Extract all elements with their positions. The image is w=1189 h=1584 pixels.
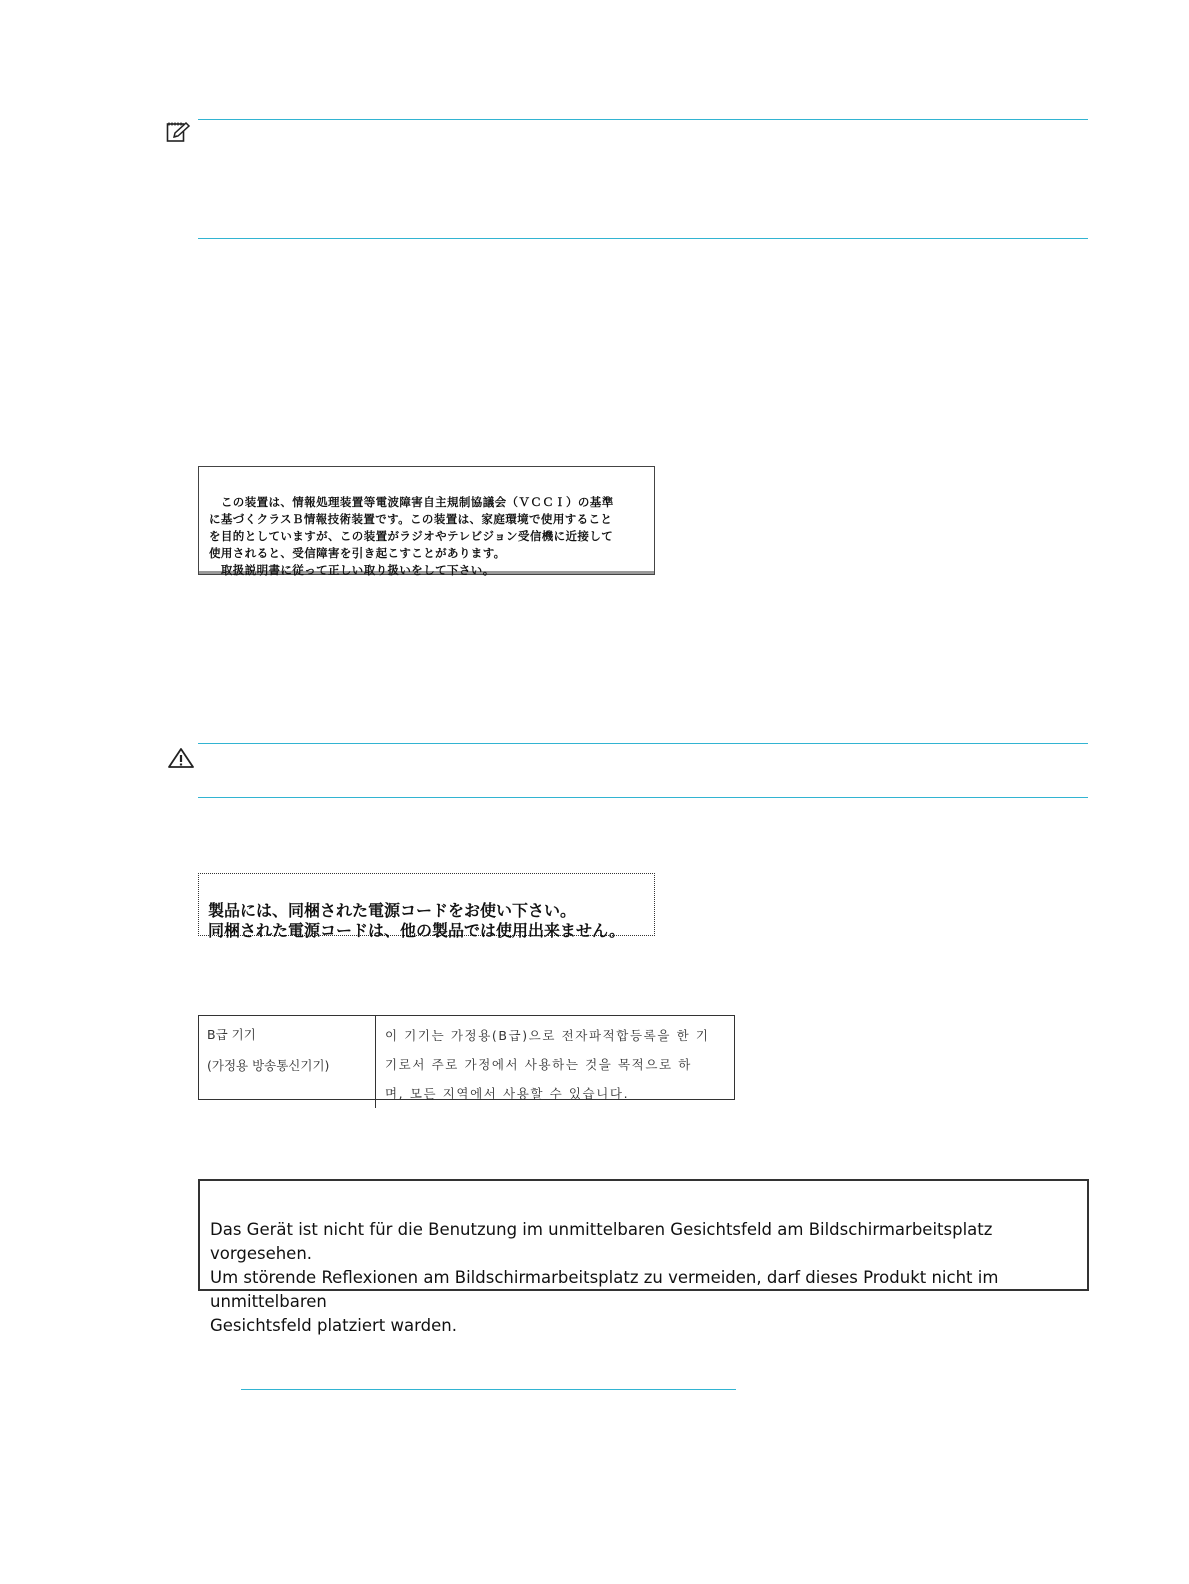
korea-notice-box bbox=[198, 1015, 735, 1100]
vcci-notice-box bbox=[198, 466, 655, 575]
note-top-rule bbox=[198, 119, 1088, 120]
vcci-notice-text: この装置は、情報処理装置等電波障害自主規制協議会（ＶＣＣＩ）の基準 に基づくクラスＢ情報技術装置です。この装置は、家庭環境で使用すること を目的としていますが、この装置がラジオやテレビジョン受信機に近接して 使用されると、受信障害を引き起こすことがあります。 取扱説明書に従って正しい取り扱いをして下さい。 bbox=[209, 495, 614, 577]
power-cord-notice-box bbox=[198, 873, 655, 940]
germany-notice-text: Das Gerät ist nicht für die Benutzung im unmittelbaren Gesichtsfeld am Bildschirmarbeitsplatz vorgesehen. Um störende Reflexionen am Bildschirmarbeitsplatz zu vermeiden, darf dieses Produkt nicht im unmittelbaren Gesichtsfeld platziert warden. bbox=[210, 1220, 999, 1335]
korea-description-cell bbox=[376, 1016, 735, 1108]
korea-class-sublabel: (가정용 방송통신기기) bbox=[207, 1058, 330, 1073]
korea-class-label: B급 기기 bbox=[207, 1027, 256, 1042]
caution-icon bbox=[167, 747, 195, 769]
caution-top-rule bbox=[198, 743, 1088, 744]
korea-class-cell bbox=[199, 1016, 376, 1108]
korea-description-line: 기로서 주로 가정에서 사용하는 것을 목적으로 하 bbox=[385, 1057, 692, 1072]
footnote-rule bbox=[241, 1389, 736, 1390]
caution-bottom-rule bbox=[198, 797, 1088, 798]
germany-notice-box bbox=[198, 1179, 1089, 1335]
note-icon bbox=[166, 121, 192, 143]
power-cord-notice-text: 製品には、同梱された電源コードをお使い下さい。 同梱された電源コードは、他の製品では使用出来ません。 bbox=[208, 901, 625, 940]
korea-description-line: 며, 모든 지역에서 사용할 수 있습니다. bbox=[385, 1086, 630, 1101]
korea-notice-table bbox=[199, 1016, 734, 1108]
note-bottom-rule bbox=[198, 238, 1088, 239]
korea-description-line: 이 기기는 가정용(B급)으로 전자파적합등록을 한 기 bbox=[385, 1028, 710, 1043]
